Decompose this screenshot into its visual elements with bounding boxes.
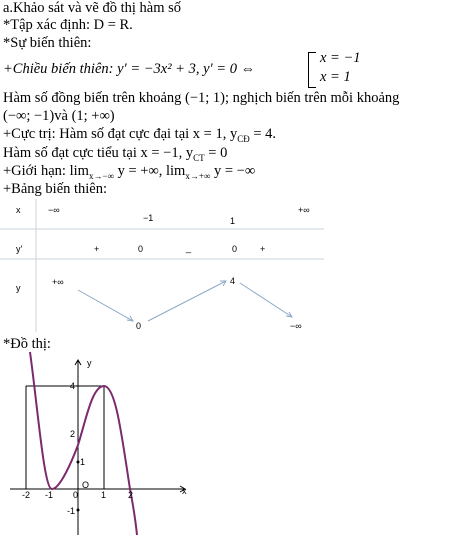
row-x-label: x — [16, 205, 21, 215]
x-value: +∞ — [298, 205, 310, 215]
x-tick-label: 0 — [73, 490, 79, 500]
min-sub: CT — [193, 152, 205, 163]
x-axis-label: x — [182, 486, 187, 496]
system-eq-1: x = −1 — [320, 50, 361, 66]
row-y-label: y — [16, 283, 21, 293]
min-end: = 0 — [204, 145, 228, 161]
y-value: 0 — [136, 321, 142, 331]
max-end: = 4. — [249, 126, 277, 142]
x-tick-label: -2 — [22, 490, 31, 500]
x-tick-label: 2 — [128, 490, 134, 500]
max-sub: CĐ — [237, 133, 250, 144]
y-value: −∞ — [290, 321, 302, 331]
arrow-up — [148, 281, 226, 321]
arrow-down-2 — [240, 283, 292, 317]
tick-point — [77, 509, 80, 512]
dy-value: _ — [186, 243, 192, 253]
x-value: 1 — [230, 216, 236, 226]
monotonic-line: Hàm số đồng biến trên khoảng (−1; 1); nghịch biến trên mỗi khoảng — [3, 90, 400, 106]
function-graph — [0, 350, 200, 535]
y-tick-label: -1 — [67, 506, 76, 516]
system-eq-2: x = 1 — [320, 69, 351, 85]
limit-c: y = −∞ — [210, 163, 256, 179]
y-tick-label: 4 — [70, 381, 76, 391]
system-brace — [308, 52, 316, 88]
variation-heading: *Sự biến thiên: — [3, 35, 92, 51]
limit-sub2: x→+∞ — [185, 170, 211, 181]
x-tick-label: 1 — [101, 490, 107, 500]
graph-canvas — [0, 350, 200, 535]
y-value: 4 — [230, 276, 236, 286]
dy-value: + — [94, 244, 100, 254]
limit-b: y = +∞, lim — [113, 163, 186, 179]
dy-value: 0 — [232, 244, 238, 254]
heading-line: a.Khảo sát và vẽ đồ thị hàm số — [3, 0, 181, 16]
x-value: −∞ — [48, 205, 60, 215]
dy-value: 0 — [138, 244, 144, 254]
dy-value: + — [260, 244, 266, 254]
y-axis-label: y — [87, 358, 92, 368]
limit-a: +Giới hạn: lim — [3, 163, 89, 179]
min-text: Hàm số đạt cực tiểu tại x = −1, y — [3, 145, 194, 161]
table-heading: +Bảng biến thiên: — [3, 181, 108, 197]
y-tick-label: 2 — [70, 429, 76, 439]
equation-system — [308, 52, 378, 88]
y-tick-label: 1 — [80, 457, 86, 467]
x-value: −1 — [143, 213, 154, 223]
cubic-curve — [30, 352, 137, 535]
table-lines — [0, 197, 452, 337]
domain-line: *Tập xác định: D = R. — [3, 17, 133, 33]
graph-title: *Đồ thị: — [3, 336, 51, 352]
variation-table — [0, 197, 452, 337]
y-value: +∞ — [52, 277, 64, 287]
origin-label: O — [82, 480, 90, 490]
limit-sub1: x→−∞ — [88, 170, 114, 181]
row-dy-label: y' — [16, 244, 23, 254]
monotonic-intervals: (−∞; −1)và (1; +∞) — [3, 108, 115, 124]
derivative-line: +Chiều biến thiên: y′ = −3x² + 3, y′ = 0 ⇔ — [3, 61, 256, 77]
x-tick-label: -1 — [45, 490, 54, 500]
arrow-down-1 — [78, 290, 133, 321]
max-text: +Cực trị: Hàm số đạt cực đại tại x = 1, y — [3, 126, 238, 142]
